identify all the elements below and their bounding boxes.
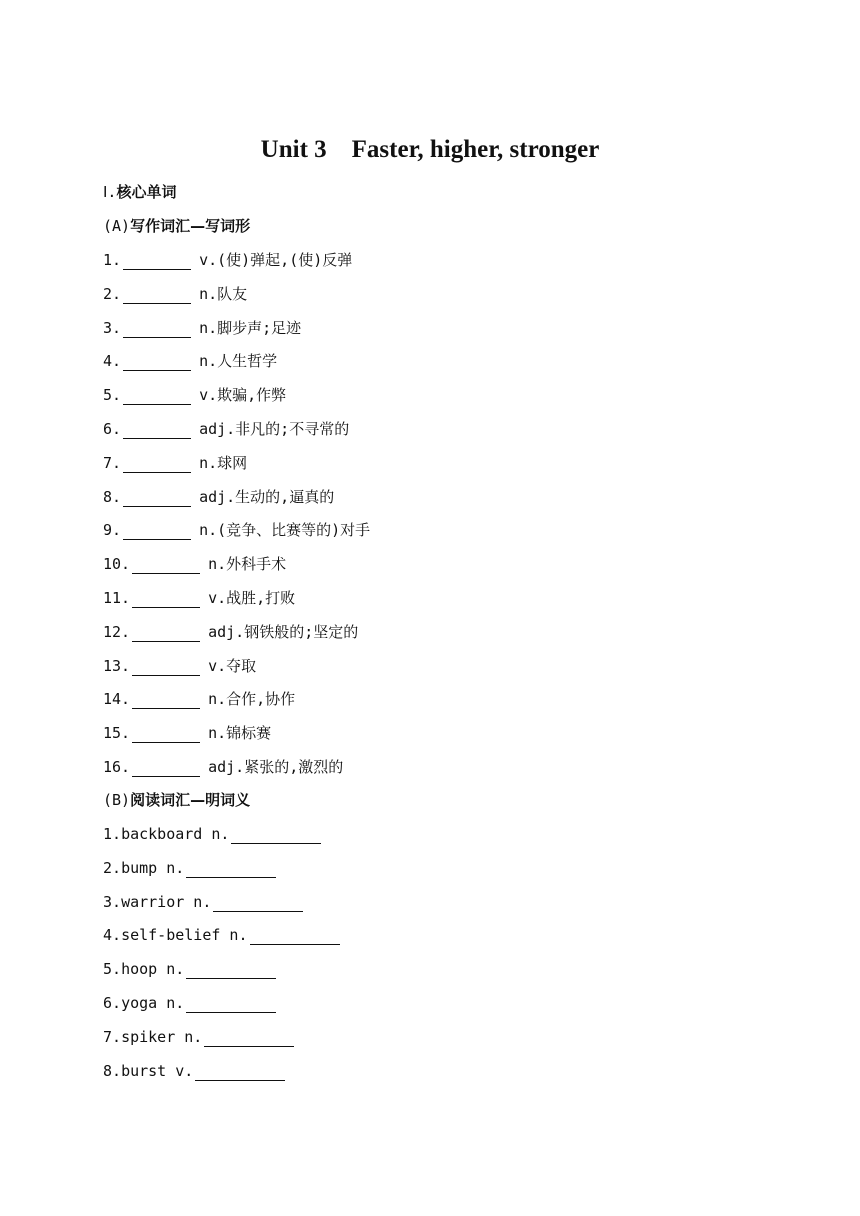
part-a-prefix: (A) xyxy=(103,217,131,235)
item-definition: n.队友 xyxy=(199,284,248,303)
item-number: 15. xyxy=(103,724,131,743)
vocab-item xyxy=(103,993,278,1013)
vocab-item xyxy=(103,757,343,777)
vocab-item xyxy=(103,351,277,371)
item-number: 2. xyxy=(103,858,122,877)
vocab-item xyxy=(103,1061,287,1081)
vocab-item xyxy=(103,318,301,338)
answer-blank[interactable] xyxy=(123,287,191,304)
vocab-item xyxy=(103,892,305,912)
item-definition: v.战胜,打败 xyxy=(208,589,296,607)
section-label: 核心单词 xyxy=(116,183,177,201)
item-number: 11. xyxy=(103,589,131,607)
answer-blank[interactable] xyxy=(123,388,191,405)
item-number: 6. xyxy=(103,994,122,1012)
item-definition: adj.非凡的;不寻常的 xyxy=(199,420,350,438)
item-word: self-belief n. xyxy=(121,926,248,945)
answer-blank[interactable] xyxy=(132,591,200,608)
vocab-item xyxy=(103,1027,296,1047)
item-word: bump n. xyxy=(121,858,185,877)
item-number: 10. xyxy=(103,555,131,574)
item-definition: v.欺骗,作弊 xyxy=(199,386,287,405)
answer-blank[interactable] xyxy=(132,625,200,642)
vocab-item xyxy=(103,284,247,304)
answer-blank[interactable] xyxy=(132,692,200,709)
vocab-item xyxy=(103,959,278,979)
item-definition: n.球网 xyxy=(199,453,248,472)
vocab-item xyxy=(103,622,358,642)
item-number: 13. xyxy=(103,656,131,675)
item-definition: n.外科手术 xyxy=(208,555,287,574)
part-b-label: 阅读词汇—明词义 xyxy=(130,791,251,809)
vocab-item xyxy=(103,385,286,405)
item-definition: adj.生动的,逼真的 xyxy=(199,487,335,506)
item-word: yoga n. xyxy=(121,994,185,1012)
answer-blank[interactable] xyxy=(186,996,276,1013)
item-number: 12. xyxy=(103,622,131,641)
item-number: 16. xyxy=(103,758,131,776)
item-definition: adj.钢铁般的;坚定的 xyxy=(208,622,359,641)
vocab-item xyxy=(103,554,286,574)
item-definition: n.脚步声;足迹 xyxy=(199,318,302,337)
answer-blank[interactable] xyxy=(123,321,191,338)
answer-blank[interactable] xyxy=(123,253,191,270)
page-title: Unit 3 Faster, higher, stronger xyxy=(260,136,600,163)
item-number: 8. xyxy=(103,487,122,506)
answer-blank[interactable] xyxy=(132,726,200,743)
item-number: 2. xyxy=(103,284,122,303)
answer-blank[interactable] xyxy=(213,895,303,912)
item-definition: adj.紧张的,激烈的 xyxy=(208,758,344,776)
answer-blank[interactable] xyxy=(123,523,191,540)
answer-blank[interactable] xyxy=(186,861,276,878)
answer-blank[interactable] xyxy=(250,928,340,945)
vocab-item xyxy=(103,858,278,878)
item-number: 5. xyxy=(103,960,122,979)
item-word: backboard n. xyxy=(121,825,230,843)
item-definition: n.锦标赛 xyxy=(208,724,272,743)
answer-blank[interactable] xyxy=(186,962,276,979)
answer-blank[interactable] xyxy=(132,760,200,777)
part-a-label: 写作词汇—写词形 xyxy=(130,217,251,235)
item-definition: n.人生哲学 xyxy=(199,352,278,371)
answer-blank[interactable] xyxy=(123,422,191,439)
vocab-item xyxy=(103,656,256,676)
item-number: 7. xyxy=(103,453,122,472)
item-number: 1. xyxy=(103,825,122,843)
vocab-item xyxy=(103,689,295,709)
item-number: 6. xyxy=(103,420,122,438)
section-prefix: Ⅰ. xyxy=(103,183,117,201)
item-definition: v.夺取 xyxy=(208,656,257,675)
answer-blank[interactable] xyxy=(123,456,191,473)
vocab-item xyxy=(103,925,342,945)
item-word: hoop n. xyxy=(121,960,185,979)
part-b-heading xyxy=(103,790,250,810)
vocab-item xyxy=(103,723,271,743)
answer-blank[interactable] xyxy=(123,354,191,371)
vocab-item xyxy=(103,588,295,608)
vocab-item xyxy=(103,250,352,270)
item-word: warrior n. xyxy=(121,892,212,911)
answer-blank[interactable] xyxy=(195,1064,285,1081)
vocab-item xyxy=(103,419,349,439)
item-word: spiker n. xyxy=(121,1027,203,1046)
item-number: 14. xyxy=(103,690,131,709)
item-number: 8. xyxy=(103,1061,122,1080)
answer-blank[interactable] xyxy=(204,1030,294,1047)
item-number: 9. xyxy=(103,521,122,540)
item-number: 5. xyxy=(103,386,122,405)
answer-blank[interactable] xyxy=(231,827,321,844)
vocab-item xyxy=(103,520,370,540)
item-number: 3. xyxy=(103,892,122,911)
section-heading xyxy=(103,182,176,202)
item-number: 1. xyxy=(103,251,122,269)
answer-blank[interactable] xyxy=(132,659,200,676)
item-number: 4. xyxy=(103,926,122,945)
answer-blank[interactable] xyxy=(132,557,200,574)
part-a-heading xyxy=(103,216,250,236)
answer-blank[interactable] xyxy=(123,490,191,507)
item-definition: n.(竞争、比赛等的)对手 xyxy=(199,521,371,540)
vocab-item xyxy=(103,453,247,473)
item-definition: v.(使)弹起,(使)反弹 xyxy=(199,251,353,269)
item-number: 7. xyxy=(103,1027,122,1046)
item-word: burst v. xyxy=(121,1061,194,1080)
vocab-item xyxy=(103,824,323,844)
item-number: 4. xyxy=(103,352,122,371)
item-number: 3. xyxy=(103,318,122,337)
vocab-item xyxy=(103,487,334,507)
item-definition: n.合作,协作 xyxy=(208,690,296,709)
part-b-prefix: (B) xyxy=(103,791,131,809)
